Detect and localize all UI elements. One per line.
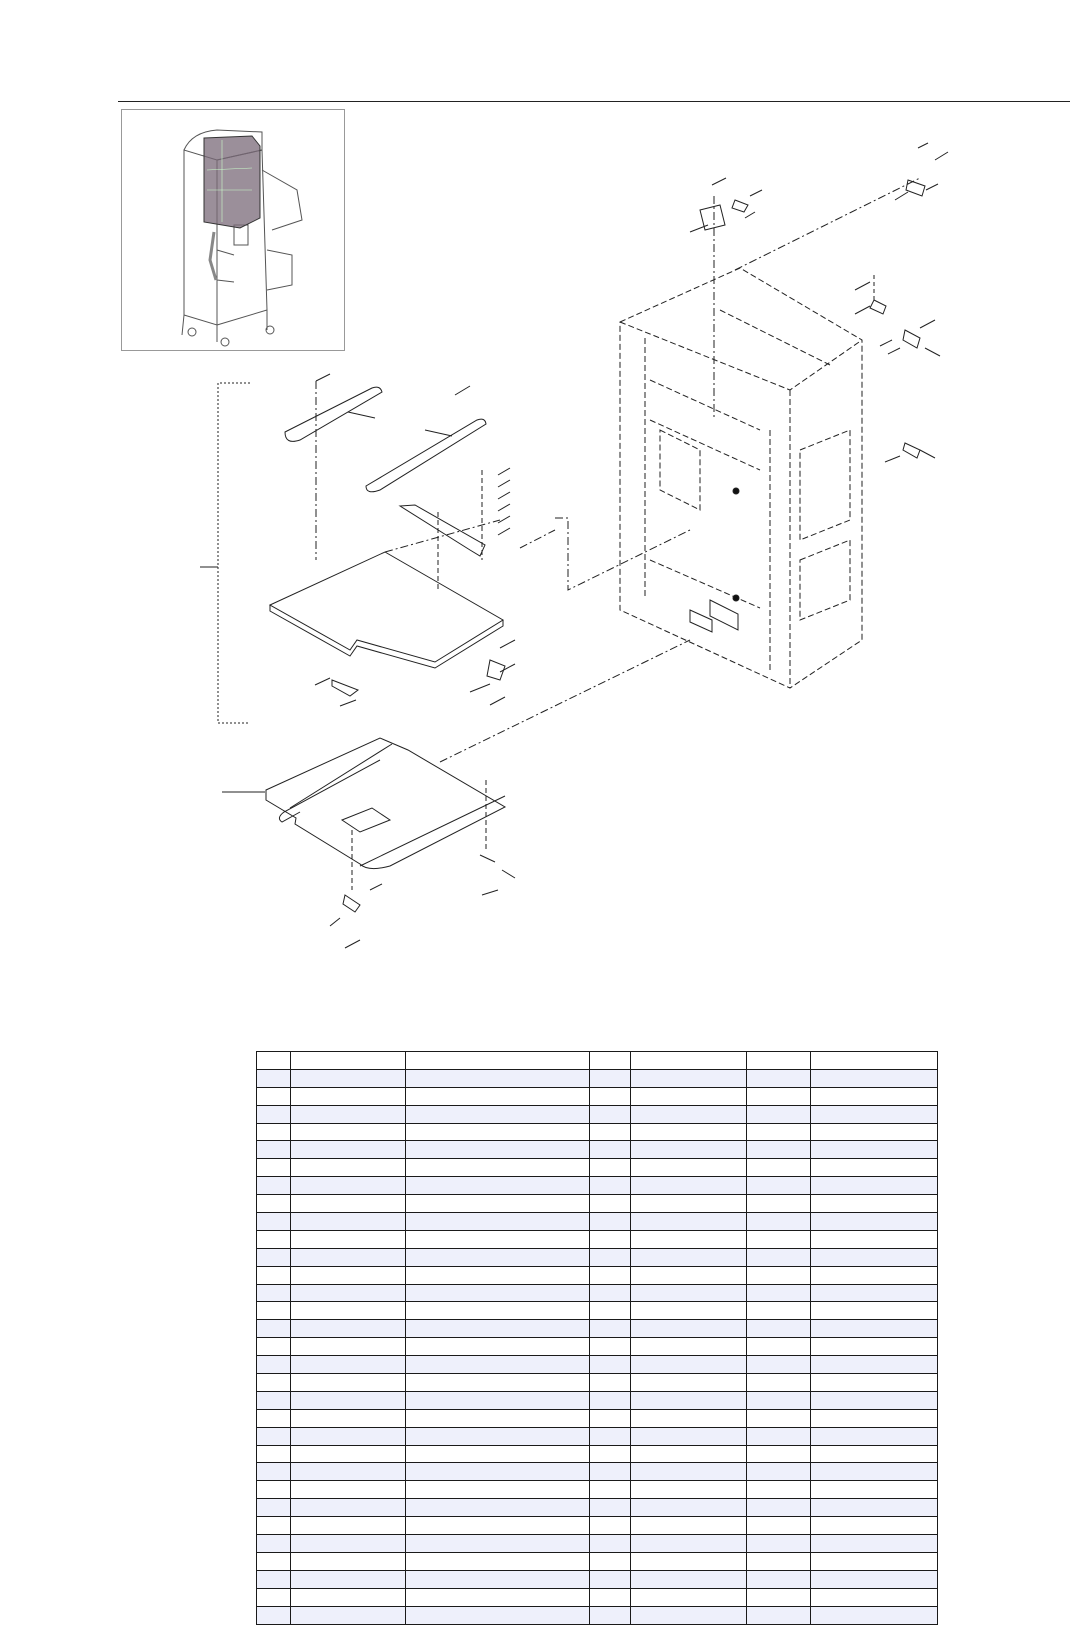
table-row xyxy=(257,1499,938,1517)
table-cell xyxy=(405,1069,589,1087)
table-cell xyxy=(291,1320,405,1338)
machine-overview-thumbnail xyxy=(121,109,345,351)
table-cell xyxy=(811,1159,938,1177)
table-cell xyxy=(631,1284,746,1302)
table-cell xyxy=(405,1552,589,1570)
table-cell xyxy=(589,1481,630,1499)
table-cell xyxy=(405,1570,589,1588)
table-cell xyxy=(291,1248,405,1266)
table-cell xyxy=(405,1248,589,1266)
table-cell xyxy=(257,1481,291,1499)
table-cell xyxy=(291,1266,405,1284)
table-cell xyxy=(746,1230,811,1248)
table-cell xyxy=(589,1463,630,1481)
table-cell xyxy=(257,1427,291,1445)
top-plate xyxy=(270,552,503,662)
table-cell xyxy=(291,1195,405,1213)
table-cell xyxy=(589,1320,630,1338)
table-cell xyxy=(811,1356,938,1374)
table-cell xyxy=(631,1302,746,1320)
table-cell xyxy=(257,1374,291,1392)
table-cell xyxy=(405,1284,589,1302)
table-cell xyxy=(631,1338,746,1356)
table-cell xyxy=(746,1141,811,1159)
table-cell xyxy=(589,1338,630,1356)
table-cell xyxy=(291,1535,405,1553)
table-cell xyxy=(631,1141,746,1159)
table-cell xyxy=(405,1141,589,1159)
table-cell xyxy=(291,1105,405,1123)
table-cell xyxy=(631,1230,746,1248)
table-cell xyxy=(405,1481,589,1499)
table-cell xyxy=(291,1284,405,1302)
table-cell xyxy=(257,1320,291,1338)
table-cell xyxy=(631,1087,746,1105)
table-cell xyxy=(257,1356,291,1374)
table-cell xyxy=(257,1177,291,1195)
table-cell xyxy=(405,1517,589,1535)
table-cell xyxy=(589,1123,630,1141)
table-cell xyxy=(405,1159,589,1177)
table-row xyxy=(257,1105,938,1123)
table-cell xyxy=(291,1588,405,1606)
table-cell xyxy=(746,1052,811,1070)
table-row xyxy=(257,1087,938,1105)
table-cell xyxy=(257,1445,291,1463)
table-cell xyxy=(405,1445,589,1463)
table-cell xyxy=(811,1338,938,1356)
table-cell xyxy=(811,1499,938,1517)
table-cell xyxy=(257,1535,291,1553)
table-cell xyxy=(811,1052,938,1070)
table-cell xyxy=(589,1177,630,1195)
table-row xyxy=(257,1391,938,1409)
table-cell xyxy=(589,1213,630,1231)
table-cell xyxy=(257,1123,291,1141)
table-cell xyxy=(631,1481,746,1499)
table-cell xyxy=(291,1177,405,1195)
table-cell xyxy=(746,1535,811,1553)
table-cell xyxy=(589,1606,630,1624)
table-cell xyxy=(291,1463,405,1481)
table-cell xyxy=(746,1177,811,1195)
table-cell xyxy=(257,1248,291,1266)
table-row xyxy=(257,1195,938,1213)
table-row xyxy=(257,1159,938,1177)
table-cell xyxy=(631,1588,746,1606)
table-cell xyxy=(811,1320,938,1338)
table-cell xyxy=(746,1356,811,1374)
table-cell xyxy=(631,1069,746,1087)
table-row xyxy=(257,1409,938,1427)
table-cell xyxy=(405,1087,589,1105)
table-cell xyxy=(291,1499,405,1517)
table-cell xyxy=(291,1338,405,1356)
table-row xyxy=(257,1123,938,1141)
table-row xyxy=(257,1588,938,1606)
table-row xyxy=(257,1266,938,1284)
table-cell xyxy=(811,1409,938,1427)
parts-list-table xyxy=(256,1051,938,1625)
table-cell xyxy=(257,1302,291,1320)
table-cell xyxy=(811,1552,938,1570)
table-cell xyxy=(405,1409,589,1427)
table-cell xyxy=(631,1052,746,1070)
table-cell xyxy=(589,1230,630,1248)
table-cell xyxy=(746,1588,811,1606)
group-bracket xyxy=(218,383,250,723)
table-cell xyxy=(631,1374,746,1392)
table-row xyxy=(257,1320,938,1338)
table-cell xyxy=(291,1230,405,1248)
table-cell xyxy=(589,1248,630,1266)
table-row xyxy=(257,1141,938,1159)
table-cell xyxy=(291,1391,405,1409)
table-cell xyxy=(631,1320,746,1338)
table-row xyxy=(257,1069,938,1087)
table-cell xyxy=(405,1338,589,1356)
table-cell xyxy=(746,1248,811,1266)
table-cell xyxy=(631,1463,746,1481)
parts-table-body xyxy=(257,1052,938,1625)
table-cell xyxy=(589,1302,630,1320)
table-cell xyxy=(631,1248,746,1266)
table-cell xyxy=(631,1391,746,1409)
table-cell xyxy=(257,1570,291,1588)
table-row xyxy=(257,1230,938,1248)
table-cell xyxy=(746,1338,811,1356)
table-cell xyxy=(405,1266,589,1284)
table-cell xyxy=(405,1588,589,1606)
table-cell xyxy=(746,1105,811,1123)
table-row xyxy=(257,1177,938,1195)
table-cell xyxy=(631,1195,746,1213)
table-row xyxy=(257,1374,938,1392)
table-cell xyxy=(589,1141,630,1159)
table-cell xyxy=(746,1087,811,1105)
table-cell xyxy=(631,1552,746,1570)
table-cell xyxy=(589,1356,630,1374)
table-cell xyxy=(589,1517,630,1535)
table-cell xyxy=(291,1141,405,1159)
table-row xyxy=(257,1248,938,1266)
table-row xyxy=(257,1552,938,1570)
table-cell xyxy=(631,1427,746,1445)
table-cell xyxy=(746,1517,811,1535)
table-cell xyxy=(257,1087,291,1105)
table-cell xyxy=(405,1105,589,1123)
table-cell xyxy=(811,1391,938,1409)
table-cell xyxy=(811,1606,938,1624)
table-cell xyxy=(746,1391,811,1409)
table-cell xyxy=(291,1409,405,1427)
table-cell xyxy=(589,1374,630,1392)
table-row xyxy=(257,1481,938,1499)
table-cell xyxy=(589,1284,630,1302)
table-cell xyxy=(811,1374,938,1392)
table-cell xyxy=(811,1087,938,1105)
table-cell xyxy=(405,1499,589,1517)
table-cell xyxy=(291,1427,405,1445)
table-cell xyxy=(811,1535,938,1553)
table-cell xyxy=(589,1535,630,1553)
table-cell xyxy=(405,1320,589,1338)
table-cell xyxy=(405,1374,589,1392)
machine-overview-illustration xyxy=(122,110,344,350)
table-cell xyxy=(589,1427,630,1445)
table-cell xyxy=(589,1159,630,1177)
table-cell xyxy=(405,1177,589,1195)
table-cell xyxy=(257,1463,291,1481)
table-cell xyxy=(746,1195,811,1213)
table-cell xyxy=(811,1445,938,1463)
table-cell xyxy=(291,1570,405,1588)
table-cell xyxy=(589,1266,630,1284)
table-cell xyxy=(811,1588,938,1606)
table-cell xyxy=(257,1499,291,1517)
table-cell xyxy=(257,1159,291,1177)
table-cell xyxy=(746,1123,811,1141)
table-row xyxy=(257,1052,938,1070)
table-cell xyxy=(405,1356,589,1374)
table-cell xyxy=(291,1159,405,1177)
table-cell xyxy=(257,1230,291,1248)
table-cell xyxy=(291,1213,405,1231)
table-cell xyxy=(811,1195,938,1213)
table-cell xyxy=(631,1409,746,1427)
table-cell xyxy=(291,1445,405,1463)
table-cell xyxy=(291,1517,405,1535)
table-cell xyxy=(811,1481,938,1499)
table-cell xyxy=(631,1356,746,1374)
highlighted-panel xyxy=(204,136,260,228)
table-cell xyxy=(405,1391,589,1409)
table-cell xyxy=(746,1499,811,1517)
table-cell xyxy=(257,1588,291,1606)
table-row xyxy=(257,1284,938,1302)
table-cell xyxy=(811,1463,938,1481)
table-row xyxy=(257,1356,938,1374)
table-cell xyxy=(291,1481,405,1499)
table-cell xyxy=(405,1123,589,1141)
table-cell xyxy=(257,1409,291,1427)
table-cell xyxy=(257,1266,291,1284)
table-cell xyxy=(811,1177,938,1195)
table-cell xyxy=(631,1213,746,1231)
table-cell xyxy=(589,1409,630,1427)
table-cell xyxy=(405,1606,589,1624)
table-cell xyxy=(291,1302,405,1320)
table-cell xyxy=(257,1052,291,1070)
table-cell xyxy=(257,1552,291,1570)
table-row xyxy=(257,1213,938,1231)
table-cell xyxy=(746,1427,811,1445)
table-cell xyxy=(746,1606,811,1624)
table-cell xyxy=(405,1427,589,1445)
table-cell xyxy=(811,1248,938,1266)
table-cell xyxy=(589,1391,630,1409)
table-cell xyxy=(405,1535,589,1553)
table-cell xyxy=(405,1302,589,1320)
table-cell xyxy=(811,1266,938,1284)
table-cell xyxy=(257,1195,291,1213)
table-cell xyxy=(291,1374,405,1392)
table-cell xyxy=(746,1463,811,1481)
table-row xyxy=(257,1302,938,1320)
table-cell xyxy=(811,1427,938,1445)
table-cell xyxy=(405,1195,589,1213)
table-cell xyxy=(746,1320,811,1338)
table-cell xyxy=(811,1517,938,1535)
table-cell xyxy=(589,1105,630,1123)
table-cell xyxy=(746,1570,811,1588)
table-row xyxy=(257,1445,938,1463)
rail-1 xyxy=(285,387,382,441)
table-cell xyxy=(746,1069,811,1087)
table-cell xyxy=(746,1284,811,1302)
table-row xyxy=(257,1338,938,1356)
table-cell xyxy=(257,1517,291,1535)
table-cell xyxy=(631,1123,746,1141)
table-cell xyxy=(631,1517,746,1535)
table-row xyxy=(257,1427,938,1445)
table-cell xyxy=(746,1445,811,1463)
table-cell xyxy=(405,1230,589,1248)
table-cell xyxy=(746,1374,811,1392)
table-cell xyxy=(589,1069,630,1087)
table-cell xyxy=(811,1105,938,1123)
table-cell xyxy=(746,1552,811,1570)
table-cell xyxy=(405,1463,589,1481)
table-cell xyxy=(631,1606,746,1624)
table-cell xyxy=(257,1606,291,1624)
table-cell xyxy=(257,1141,291,1159)
rail-2 xyxy=(366,419,486,492)
table-cell xyxy=(631,1105,746,1123)
table-cell xyxy=(291,1552,405,1570)
table-cell xyxy=(589,1195,630,1213)
table-cell xyxy=(631,1570,746,1588)
table-cell xyxy=(589,1445,630,1463)
table-cell xyxy=(746,1159,811,1177)
table-cell xyxy=(589,1552,630,1570)
bottom-tray xyxy=(266,738,505,869)
table-cell xyxy=(589,1499,630,1517)
table-cell xyxy=(631,1445,746,1463)
table-cell xyxy=(257,1213,291,1231)
table-cell xyxy=(631,1535,746,1553)
table-cell xyxy=(746,1266,811,1284)
cabinet-frame xyxy=(620,268,862,688)
table-cell xyxy=(811,1123,938,1141)
table-cell xyxy=(811,1213,938,1231)
table-cell xyxy=(257,1069,291,1087)
table-cell xyxy=(811,1141,938,1159)
table-cell xyxy=(811,1230,938,1248)
table-row xyxy=(257,1463,938,1481)
table-cell xyxy=(811,1284,938,1302)
table-cell xyxy=(746,1481,811,1499)
table-row xyxy=(257,1535,938,1553)
table-cell xyxy=(631,1177,746,1195)
table-cell xyxy=(257,1284,291,1302)
table-row xyxy=(257,1570,938,1588)
table-cell xyxy=(589,1052,630,1070)
table-cell xyxy=(746,1409,811,1427)
table-row xyxy=(257,1517,938,1535)
table-cell xyxy=(291,1606,405,1624)
table-cell xyxy=(291,1123,405,1141)
table-cell xyxy=(589,1087,630,1105)
table-cell xyxy=(811,1302,938,1320)
table-cell xyxy=(811,1570,938,1588)
table-row xyxy=(257,1606,938,1624)
table-cell xyxy=(405,1052,589,1070)
table-cell xyxy=(746,1302,811,1320)
table-cell xyxy=(631,1499,746,1517)
table-cell xyxy=(746,1213,811,1231)
table-cell xyxy=(631,1159,746,1177)
header-rule xyxy=(118,101,1070,102)
table-cell xyxy=(291,1069,405,1087)
table-cell xyxy=(257,1391,291,1409)
table-cell xyxy=(257,1338,291,1356)
table-cell xyxy=(631,1266,746,1284)
table-cell xyxy=(291,1087,405,1105)
table-cell xyxy=(811,1069,938,1087)
table-cell xyxy=(291,1356,405,1374)
table-cell xyxy=(257,1105,291,1123)
table-cell xyxy=(589,1588,630,1606)
table-cell xyxy=(589,1570,630,1588)
table-cell xyxy=(291,1052,405,1070)
table-cell xyxy=(405,1213,589,1231)
